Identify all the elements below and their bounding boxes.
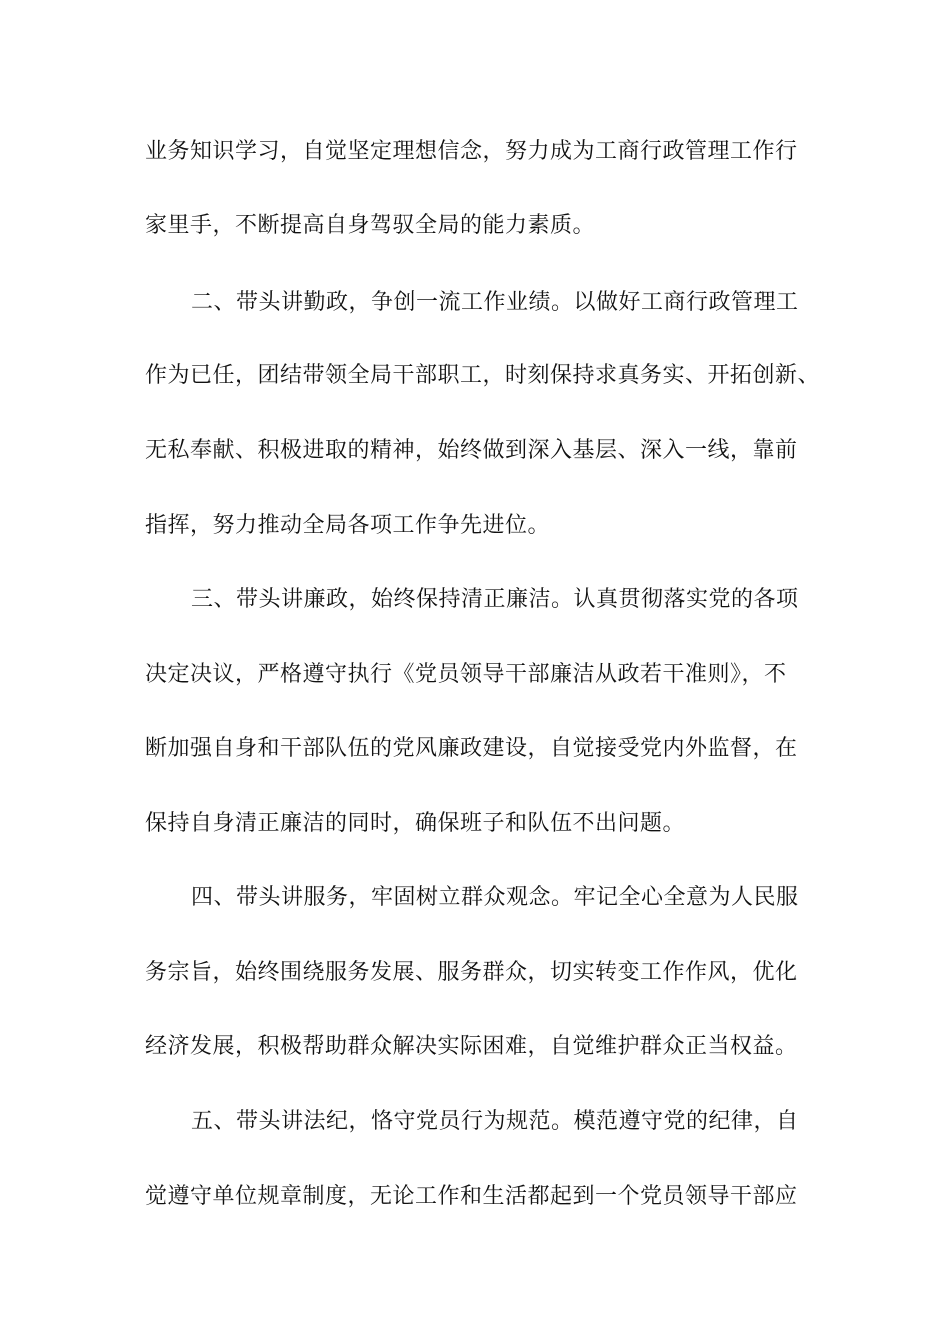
paragraph-start-line: 二、带头讲勤政，争创一流工作业绩。以做好工商行政管理工	[191, 290, 799, 315]
text-line: 经济发展，积极帮助群众解决实际困难，自觉维护群众正当权益。	[145, 1034, 798, 1059]
text-line: 决定决议，严格遵守执行《党员领导干部廉洁从政若干准则》，不	[145, 662, 787, 687]
text-line: 无私奉献、积极进取的精神，始终做到深入基层、深入一线，靠前	[145, 438, 798, 463]
text-line: 作为已任，团结带领全局干部职工，时刻保持求真务实、开拓创新、	[145, 363, 821, 388]
text-line: 觉遵守单位规章制度，无论工作和生活都起到一个党员领导干部应	[145, 1184, 798, 1209]
paragraph-start-line: 五、带头讲法纪，恪守党员行为规范。模范遵守党的纪律，自	[191, 1109, 799, 1134]
text-line: 保持自身清正廉洁的同时，确保班子和队伍不出问题。	[145, 811, 686, 836]
text-line: 业务知识学习，自觉坚定理想信念，努力成为工商行政管理工作行	[145, 139, 798, 164]
text-line: 指挥，努力推动全局各项工作争先进位。	[145, 513, 551, 538]
paragraph-start-line: 三、带头讲廉政，始终保持清正廉洁。认真贯彻落实党的各项	[191, 587, 799, 612]
text-line: 家里手，不断提高自身驾驭全局的能力素质。	[145, 213, 596, 238]
paragraph-start-line: 四、带头讲服务，牢固树立群众观念。牢记全心全意为人民服	[191, 885, 799, 910]
text-line: 断加强自身和干部队伍的党风廉政建设，自觉接受党内外监督，在	[145, 736, 798, 761]
text-line: 务宗旨，始终围绕服务发展、服务群众，切实转变工作作风，优化	[145, 960, 798, 985]
